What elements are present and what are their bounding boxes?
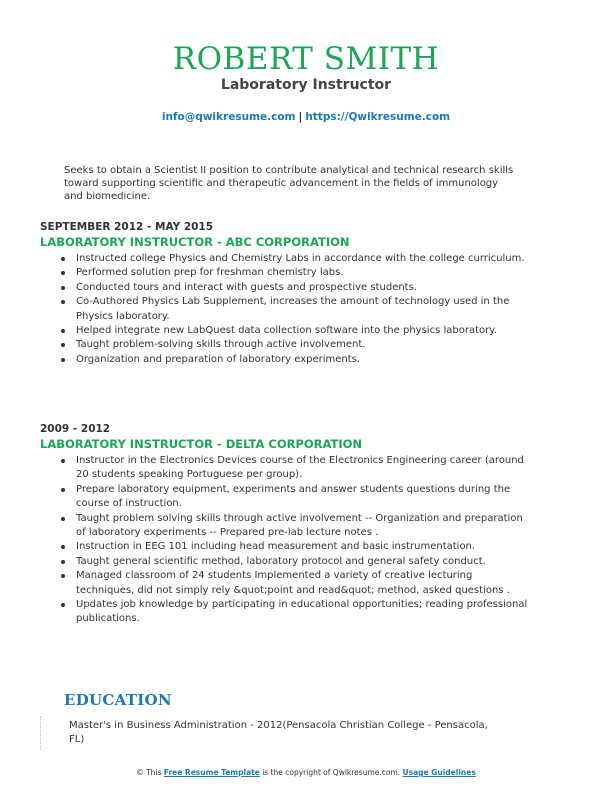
bullet-item: Taught problem solving skills through active involvement -- Organization and preparation of laboratory experiments -- Prepared pre-lab lecture notes . (76, 512, 530, 541)
experience-dates: SEPTEMBER 2012 - MAY 2015 (40, 221, 214, 233)
bullet-item: Managed classroom of 24 students Implemented a variety of creative lecturing techniques, did not simply rely &quot;point and read&quot; method, asked questions . (76, 569, 530, 598)
bullet-item: Instructor in the Electronics Devices course of the Electronics Engineering career (around 20 students speaking Portuguese per group). (76, 454, 530, 483)
experience-entry-1 (40, 221, 530, 367)
education-divider (40, 716, 41, 750)
education-entry: Master's in Business Administration - 2012(Pensacola Christian College - Pensacola, FL) (69, 720, 488, 745)
job-title: Laboratory Instructor (220, 77, 392, 93)
footer-prefix: © This (136, 768, 162, 777)
bullet-item: Co-Authored Physics Lab Supplement, increases the amount of technology used in the Physics laboratory. (76, 295, 530, 324)
candidate-name: ROBERT SMITH (172, 41, 440, 77)
email-link[interactable]: info@qwikresume.com (161, 111, 296, 123)
summary-text: Seeks to obtain a Scientist II position to contribute analytical and technical research skills toward supporting scientific and therapeutic advancement in the fields of immunology and biomedicine. (64, 165, 514, 202)
bullet-item: Taught general scientific method, laboratory protocol and general safety conduct. (76, 555, 530, 569)
experience-bullets (40, 454, 530, 627)
bullet-item: Performed solution prep for freshman chemistry labs. (76, 266, 530, 280)
contact-separator: | (298, 111, 303, 123)
free-resume-template-link[interactable]: Free Resume Template (163, 768, 260, 777)
bullet-item: Updates job knowledge by participating in educational opportunities; reading professional publications. (76, 598, 530, 627)
bullet-item: Helped integrate new LabQuest data collection software into the physics laboratory. (76, 324, 530, 338)
footer (0, 768, 612, 777)
bullet-item: Taught problem-solving skills through active involvement. (76, 338, 530, 352)
usage-guidelines-link[interactable]: Usage Guidelines (402, 768, 476, 777)
bullet-item: Instructed college Physics and Chemistry Labs in accordance with the college curriculum. (76, 252, 530, 266)
bullet-item: Instruction in EEG 101 including head measurement and basic instrumentation. (76, 540, 530, 554)
bullet-item: Prepare laboratory equipment, experiments and answer students questions during the course of instruction. (76, 483, 530, 512)
website-link[interactable]: https://Qwikresume.com (305, 111, 451, 123)
footer-copyright-text: is the copyright of Qwikresume.com. (262, 768, 401, 777)
contact-line (0, 111, 612, 123)
experience-bullets (40, 252, 530, 367)
experience-title: LABORATORY INSTRUCTOR - ABC CORPORATION (40, 235, 350, 249)
experience-title: LABORATORY INSTRUCTOR - DELTA CORPORATION (40, 437, 363, 451)
experience-dates: 2009 - 2012 (40, 423, 111, 435)
bullet-item: Organization and preparation of laboratory experiments. (76, 353, 530, 367)
bullet-item: Conducted tours and interact with guests and prospective students. (76, 281, 530, 295)
education-heading: EDUCATION (64, 691, 172, 709)
experience-entry-2 (40, 423, 530, 627)
